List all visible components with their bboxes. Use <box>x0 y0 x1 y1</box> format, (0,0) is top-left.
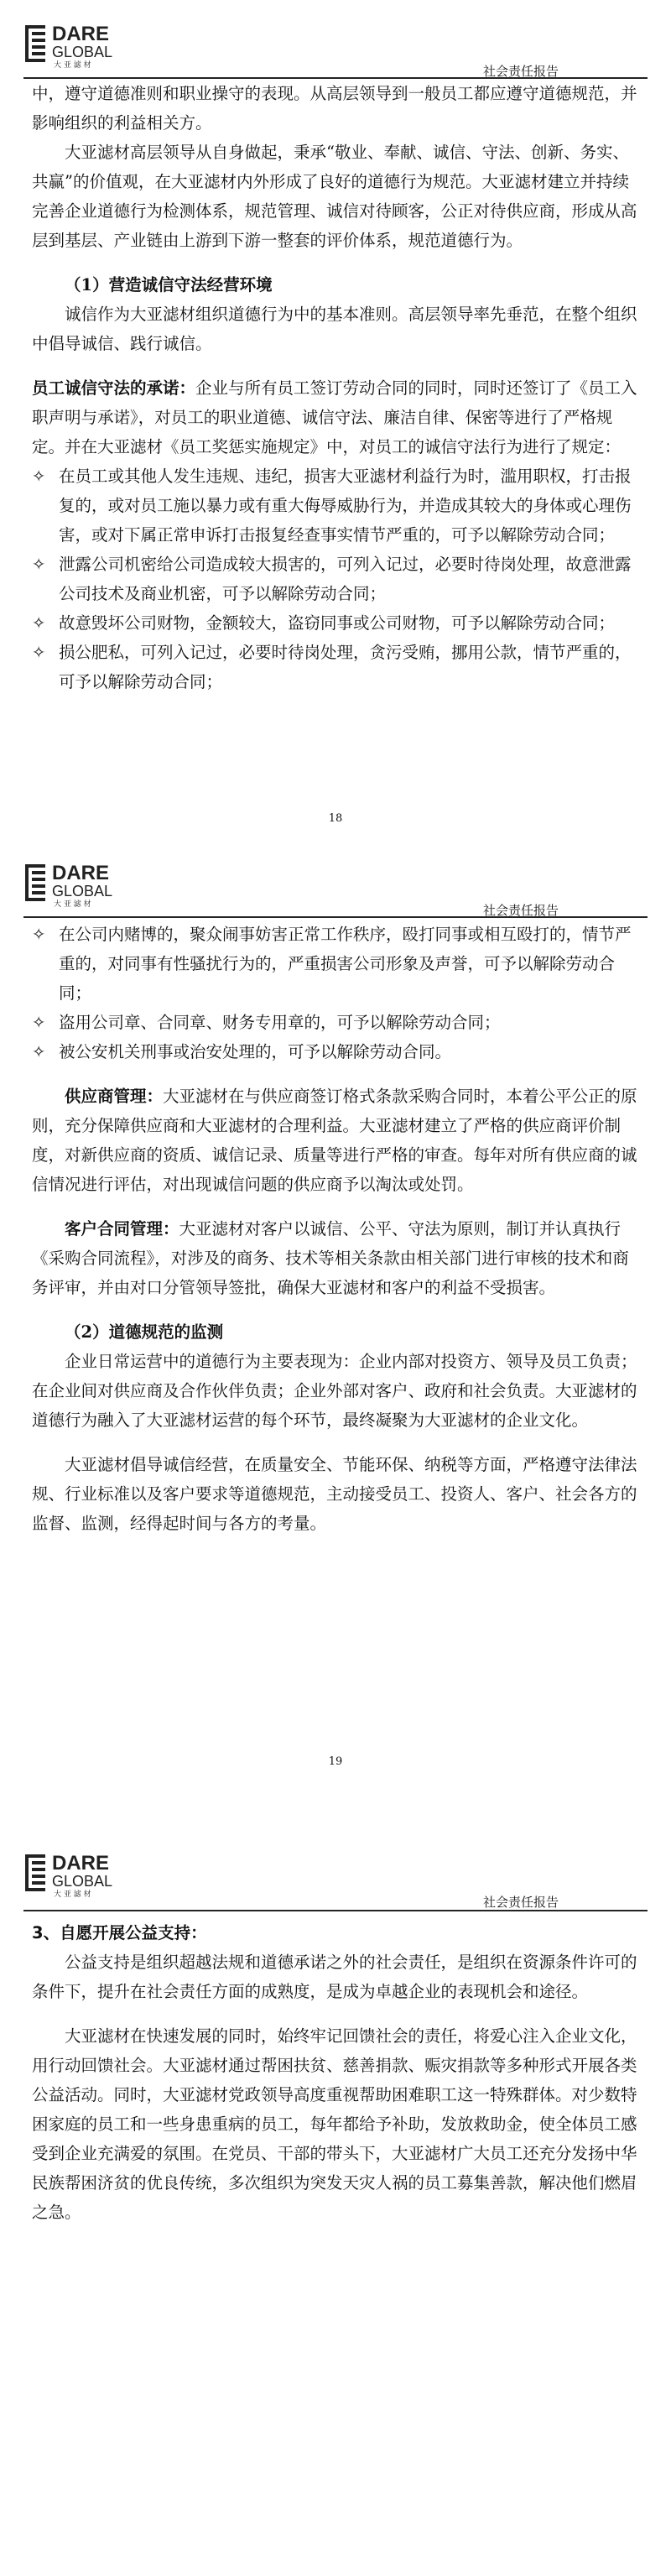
page-header <box>0 1829 671 1913</box>
paragraph-public-welfare: 公益支持是组织超越法规和道德承诺之外的社会责任，是组织在资源条件许可的条件下，提升在社会责任方面的成熟度，是成为卓越企业的表现机会和途径。 <box>32 1953 637 2001</box>
logo-word-dare: DARE <box>52 862 110 884</box>
report-label: 社会责任报告 <box>483 64 559 79</box>
paragraph-charity: 大亚滤材在快速发展的同时，始终牢记回馈社会的责任，将爱心注入企业文化，用行动回馈社会。大亚滤材通过帮困扶贫、慈善捐款、赈灾捐款等多种形式开展各类公益活动。同时，大亚滤材党政领导高度重视帮助困难职工这一特殊群体。对少数特困家庭的员工和一些身患重病的员工，每年都给予补助，发放救助金，使全体员工感受到企业充满爱的氛围。在党员、干部的带头下，大亚滤材广大员工还充分发扬中华民族帮困济贫的优良传统，多次组织为突发天灾人祸的员工募集善款，解决他们燃眉之急。 <box>32 2026 637 2222</box>
page-header <box>0 839 671 923</box>
list-item: ✧ 泄露公司机密给公司造成较大损害的，可列入记过，必要时待岗处理，故意泄露公司技术及商业机密，可予以解除劳动合同； <box>32 550 639 608</box>
list-item: ✧ 故意毁坏公司财物，金额较大，盗窃同事或公司财物，可予以解除劳动合同； <box>32 608 639 638</box>
header-rule <box>23 1910 648 1911</box>
logo-chinese-name: 大 亚 滤 材 <box>54 900 91 908</box>
section-heading-integrity-environment: （1）营造诚信守法经营环境 <box>65 275 273 295</box>
paragraph-supplier-management: 供应商管理：大亚滤材在与供应商签订格式条款采购合同时，本着公平公正的原则，充分保障供应商和大亚滤材的合理利益。大亚滤材建立了严格的供应商评价制度，对新供应商的资质、诚信记录、质量等进行严格的审查。每年对所有供应商的诚信情况进行评估，对出现诚信问题的供应商予以淘汰或处罚。 <box>32 1087 637 1194</box>
report-label: 社会责任报告 <box>483 1895 559 1910</box>
page-number: 19 <box>328 1755 343 1768</box>
logo-chinese-name: 大 亚 滤 材 <box>54 1890 91 1898</box>
page-header <box>0 0 671 84</box>
logo-word-global: GLOBAL <box>52 1873 113 1890</box>
label-supplier-management: 供应商管理： <box>65 1087 164 1106</box>
company-logo <box>23 858 191 908</box>
page-20-body <box>32 1918 639 2227</box>
diamond-bullet-icon: ✧ <box>32 467 46 486</box>
diamond-bullet-icon: ✧ <box>32 613 46 633</box>
paragraph-daily-operations: 企业日常运营中的道德行为主要表现为：企业内部对投资方、领导及员工负责；在企业间对供应商及合作伙伴负责；企业外部对客户、政府和社会负责。大亚滤材的道德行为融入了大亚滤材运营的每个环节，最终凝聚为大亚滤材的企业文化。 <box>32 1352 637 1430</box>
diamond-bullet-icon: ✧ <box>32 643 46 662</box>
list-item: ✧ 盗用公司章、合同章、财务专用章的，可予以解除劳动合同； <box>32 1008 639 1037</box>
paragraph-employee-commitment: 员工诚信守法的承诺：企业与所有员工签订劳动合同的同时，同时还签订了《员工入职声明与承诺》，对员工的职业道德、诚信守法、廉洁自律、保密等进行了严格规定。并在大亚滤材《员工奖惩实施规定》中，对员工的诚信守法行为进行了规定： <box>32 378 637 456</box>
logo-word-global: GLOBAL <box>52 883 113 900</box>
list-item: ✧ 损公肥私，可列入记过，必要时待岗处理，贪污受贿，挪用公款，情节严重的，可予以解除劳动合同； <box>32 638 639 696</box>
header-rule <box>23 916 648 918</box>
list-item: ✧ 被公安机关刑事或治安处理的，可予以解除劳动合同。 <box>32 1037 639 1066</box>
diamond-bullet-icon: ✧ <box>32 1013 46 1032</box>
page-19-body <box>32 920 639 1538</box>
logo-chinese-name: 大 亚 滤 材 <box>54 61 91 69</box>
page-18-body <box>32 79 639 696</box>
page-20 <box>0 1787 671 2576</box>
diamond-bullet-icon: ✧ <box>32 1042 46 1061</box>
label-customer-contract: 客户合同管理： <box>65 1219 179 1238</box>
logo-word-dare: DARE <box>52 1852 110 1875</box>
page-18 <box>0 0 671 839</box>
section-heading-monitoring: （2）道德规范的监测 <box>65 1322 224 1342</box>
company-logo <box>23 18 191 69</box>
report-label: 社会责任报告 <box>483 903 559 918</box>
paragraph-continued: 中，遵守道德准则和职业操守的表现。从高层领导到一般员工都应遵守道德规范，并影响组织的利益相关方。 <box>32 84 637 133</box>
diamond-bullet-icon: ✧ <box>32 925 46 944</box>
diamond-bullet-icon: ✧ <box>32 555 46 574</box>
label-employee-commitment: 员工诚信守法的承诺： <box>32 378 196 398</box>
section-heading-public-welfare: 3、自愿开展公益支持： <box>32 1923 207 1942</box>
paragraph-customer-contract: 客户合同管理：大亚滤材对客户以诚信、公平、守法为原则，制订并认真执行《采购合同流程》，对涉及的商务、技术等相关条款由相关部门进行审核的技术和商务评审，并由对口分管领导签批，确保大亚滤材和客户的利益不受损害。 <box>32 1219 629 1297</box>
logo-word-dare: DARE <box>52 23 110 45</box>
page-number: 18 <box>328 812 343 825</box>
logo-word-global: GLOBAL <box>52 44 113 60</box>
page-19 <box>0 839 671 1787</box>
list-item: ✧ 在员工或其他人发生违规、违纪，损害大亚滤材利益行为时，滥用职权，打击报复的，或对员工施以暴力或有重大侮辱威胁行为，并造成其较大的身体或心理伤害，或对下属正常申诉打击报复经查事实情节严重的，可予以解除劳动合同； <box>32 461 639 550</box>
paragraph-honest-operation: 大亚滤材倡导诚信经营，在质量安全、节能环保、纳税等方面，严格遵守法律法规、行业标准以及客户要求等道德规范，主动接受员工、投资人、客户、社会各方的监督、监测，经得起时间与各方的考量。 <box>32 1455 637 1533</box>
company-logo <box>23 1848 191 1898</box>
paragraph-integrity: 诚信作为大亚滤材组织道德行为中的基本准则。高层领导率先垂范，在整个组织中倡导诚信、践行诚信。 <box>32 305 637 353</box>
list-item: ✧ 在公司内赌博的，聚众闹事妨害正常工作秩序，殴打同事或相互殴打的，情节严重的，对同事有性骚扰行为的，严重损害公司形象及声誉，可予以解除劳动合同； <box>32 920 639 1008</box>
paragraph-values: 大亚滤材高层领导从自身做起，秉承“敬业、奉献、诚信、守法、创新、务实、共赢”的价值观，在大亚滤材内外形成了良好的道德行为规范。大亚滤材建立并持续完善企业道德行为检测体系，规范管理、诚信对待顾客，公正对待供应商，形成从高层到基层、产业链由上游到下游一整套的评价体系，规范道德行为。 <box>32 143 637 250</box>
